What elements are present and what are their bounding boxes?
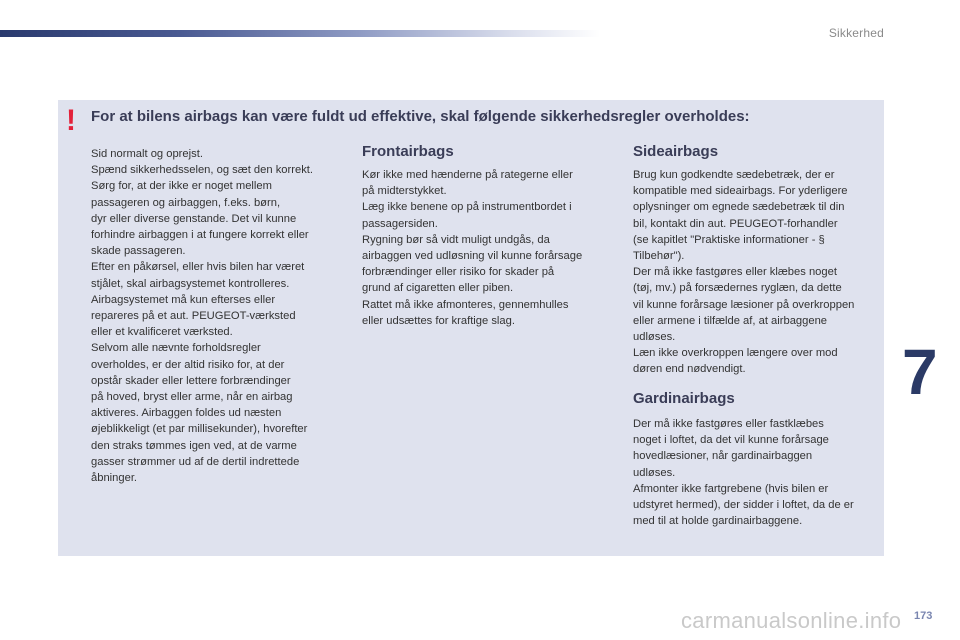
page-number: 173 bbox=[914, 610, 933, 622]
gardinairbags-heading: Gardinairbags bbox=[633, 390, 735, 407]
warning-title: For at bilens airbags kan være fuldt ud effektive, skal følgende sikkerhedsregler overholdes: bbox=[91, 108, 750, 125]
frontairbags-heading: Frontairbags bbox=[362, 143, 454, 160]
sideairbags-text: Brug kun godkendte sædebetræk, der er kompatible med sideairbags. For yderligere oplysninger om egnede sædebetræk til din bil, kontakt din aut. PEUGEOT-forhandler (se kapitlet "Praktiske informationer - § Tilbehør"). Der må ikke fastgøres eller klæbes noget (tøj, mv.) på forsædernes ryglæn, da dette vil kunne forårsage læsioner på overkroppen eller armene i tilfælde af, at airbaggene udløses. Læn ikke overkroppen længere over mod døren end nødvendigt. bbox=[633, 169, 855, 376]
section-title: Sikkerhed bbox=[828, 26, 884, 40]
gardinairbags-text: Der må ikke fastgøres eller fastklæbes noget i loftet, da det vil kunne forårsage hovedlæsioner, når gardinairbaggen udløses. Afmonter ikke fartgrebene (hvis bilen er udstyret hermed), der sidder i loftet, da de er med til at holde gardinairbaggene. bbox=[633, 418, 854, 528]
watermark: carmanualsonline.info bbox=[681, 608, 902, 633]
frontairbags-text: Kør ikke med hænderne på rategerne eller på midterstykket. Læg ikke benene op på instrumentbordet i passagersiden. Rygning bør så vidt muligt undgås, da airbaggen ved udløsning vil kunne forårsage forbrændinger eller risiko for skader på grund af cigaretten eller piben. Rattet må ikke afmonteres, gennemhulles eller udsættes for kraftige slag. bbox=[362, 169, 583, 327]
header-gradient-bar bbox=[0, 30, 600, 37]
sideairbags-heading: Sideairbags bbox=[633, 143, 719, 160]
general-rules-text: Sid normalt og oprejst. Spænd sikkerhedsselen, og sæt den korrekt. Sørg for, at der ikke er noget mellem passageren og airbaggen, f.eks. børn, dyr eller diverse genstande. Det vil kunne forhindre airbaggen i at fungere korrekt eller skade passageren. Efter en påkørsel, eller hvis bilen har været stjålet, skal airbagsystemet kontrolleres. Airbagsystemet må kun efterses eller repareres på et aut. PEUGEOT-værksted eller et kvalificeret værksted. Selvom alle nævnte forholdsregler overholdes, er der altid risiko for, at der opstår skader eller lettere forbrændinger på hoved, bryst eller arme, når en airbag aktiveres. Airbaggen foldes ud næsten øjeblikkeligt (et par millisekunder), hvorefter den straks tømmes igen ved, at de varme gasser strømmer ud af de dertil indrettede åbninger. bbox=[91, 148, 314, 485]
exclamation-icon: ! bbox=[66, 104, 76, 137]
chapter-number: 7 bbox=[902, 336, 938, 408]
